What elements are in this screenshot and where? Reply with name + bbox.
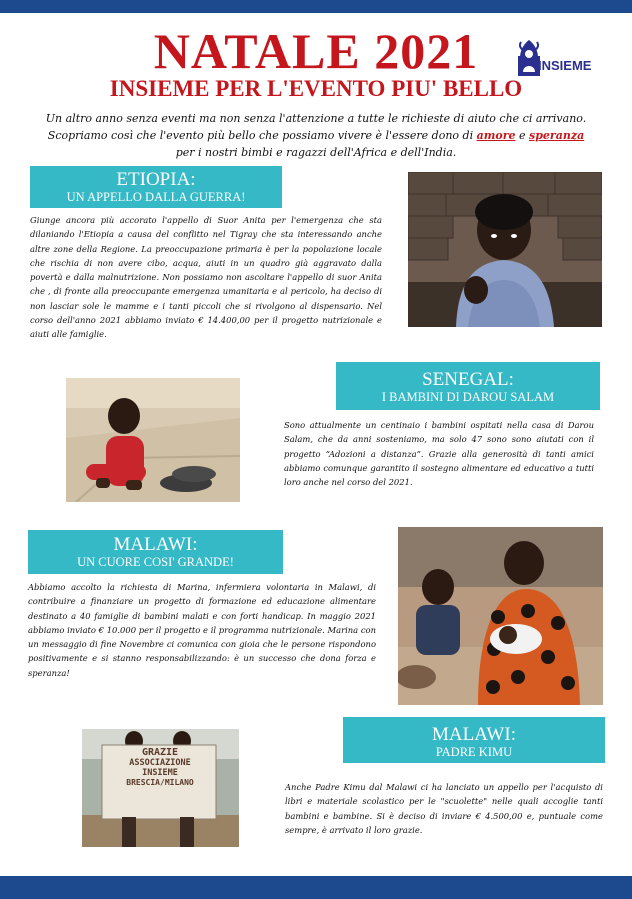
senegal-child-photo xyxy=(66,378,240,502)
sign-line-4: BRESCIA/MILANO xyxy=(126,778,194,787)
bottom-color-band xyxy=(0,876,632,899)
intro-line-3: per i nostri bimbi e ragazzi dell'Africa e dell'India. xyxy=(175,146,457,159)
malawi1-heading-box xyxy=(28,530,283,574)
senegal-subheading: I BAMBINI DI DAROU SALAM xyxy=(381,390,555,404)
senegal-text: Sono attualmente un centinaio i bambini ospitati nella casa di Darou Salam, che da anni sosteniamo, ma solo 47 sono sono aiutati con il progetto “Adozioni a distanza”. Grazie alla generosità di tanti amici abbiamo comunque garantito il sostegno alimentare ed educativo a tutti loro anche nel corso del 2021. xyxy=(284,420,594,488)
sign-line-2: ASSOCIAZIONE xyxy=(129,758,191,768)
etiopia-text: Giunge ancora più accorato l'appello di Suor Anita per l'emergenza che sta dilaniando l'Etiopia a causa del conflitto nel Tigray che sta interessando anche altre zone della Regione. La preoccupazione primaria è per la popolazione locale che rischia di non avere cibo, acqua, aiuti in un quadro già aggravato dalla povertà e dalla malnutrizione. Non possiamo non ascoltare l'appello di suor Anita che , di fronte alla preoccupante emergenza umanitaria e al pericolo, ha deciso di non lasciar sole le mamme e i tanti piccoli che si rivolgono al dispensario. Nel corso dell'anno 2021 abbiamo inviato € 14.400,00 per il progetto nutrizionale e aiuti alle famiglie. xyxy=(30,215,382,340)
top-color-band xyxy=(0,0,632,13)
etiopia-heading-box xyxy=(30,166,282,208)
intro-line-2-text: Scopriamo così che l'evento più bello che possiamo vivere è l'essere dono di xyxy=(47,129,477,142)
logo-emblem-icon xyxy=(518,40,540,76)
intro-text xyxy=(0,110,632,161)
page-title: NATALE 2021 xyxy=(153,23,479,79)
malawi2-heading-box xyxy=(343,717,605,763)
malawi1-heading: MALAWI: xyxy=(113,534,198,555)
intro-line-2 xyxy=(0,127,632,144)
senegal-heading: SENEGAL: xyxy=(422,369,514,390)
intro-conj: e xyxy=(515,129,530,142)
malawi2-text: Anche Padre Kimu dal Malawi ci ha lanciato un appello per l'acquisto di libri e materiale scolastico per le "scuolette" nelle quali accoglie tanti bambini e bambine. Si è deciso di inviare € 4.500,00 e, puntuale come sempre, è arrivato il loro grazie. xyxy=(285,782,603,835)
page-subtitle: INSIEME PER L'EVENTO PIU' BELLO xyxy=(109,76,523,101)
etiopia-heading: ETIOPIA: xyxy=(116,169,196,190)
malawi1-text: Abbiamo accolto la richiesta di Marina, infermiera volontaria in Malawi, di contribuire a finanziare un progetto di formazione ed educazione alimentare destinato a 40 famiglie di bambini malati e con forti handicap. In maggio 2021 abbiamo inviato € 10.000 per il progetto e il programma nutrizionale. Marina con un messaggio di fine Novembre ci comunica con gioia che le persone rispondono positivamente e si stanno responsabilizzando: è un successo che dona forza e speranza! xyxy=(28,582,376,678)
logo-text: INSIEME xyxy=(538,58,592,73)
sign-line-1: GRAZIE xyxy=(141,747,179,758)
etiopia-child-photo xyxy=(408,172,602,327)
highlight-speranza: speranza xyxy=(529,129,585,142)
etiopia-subheading: UN APPELLO DALLA GUERRA! xyxy=(66,190,246,204)
malawi2-subheading: PADRE KIMU xyxy=(435,745,513,759)
malawi-mother-photo xyxy=(398,527,603,705)
malawi1-subheading: UN CUORE COSI' GRANDE! xyxy=(77,555,234,569)
intro-line-1: Un altro anno senza eventi ma non senza l'attenzione a tutte le richieste di aiuto che ci arrivano. xyxy=(45,112,587,125)
sign-line-3: INSIEME xyxy=(142,768,178,778)
highlight-amore: amore xyxy=(476,129,516,142)
malawi2-heading: MALAWI: xyxy=(432,724,516,745)
senegal-heading-box xyxy=(336,362,600,410)
sign-text xyxy=(104,748,216,788)
